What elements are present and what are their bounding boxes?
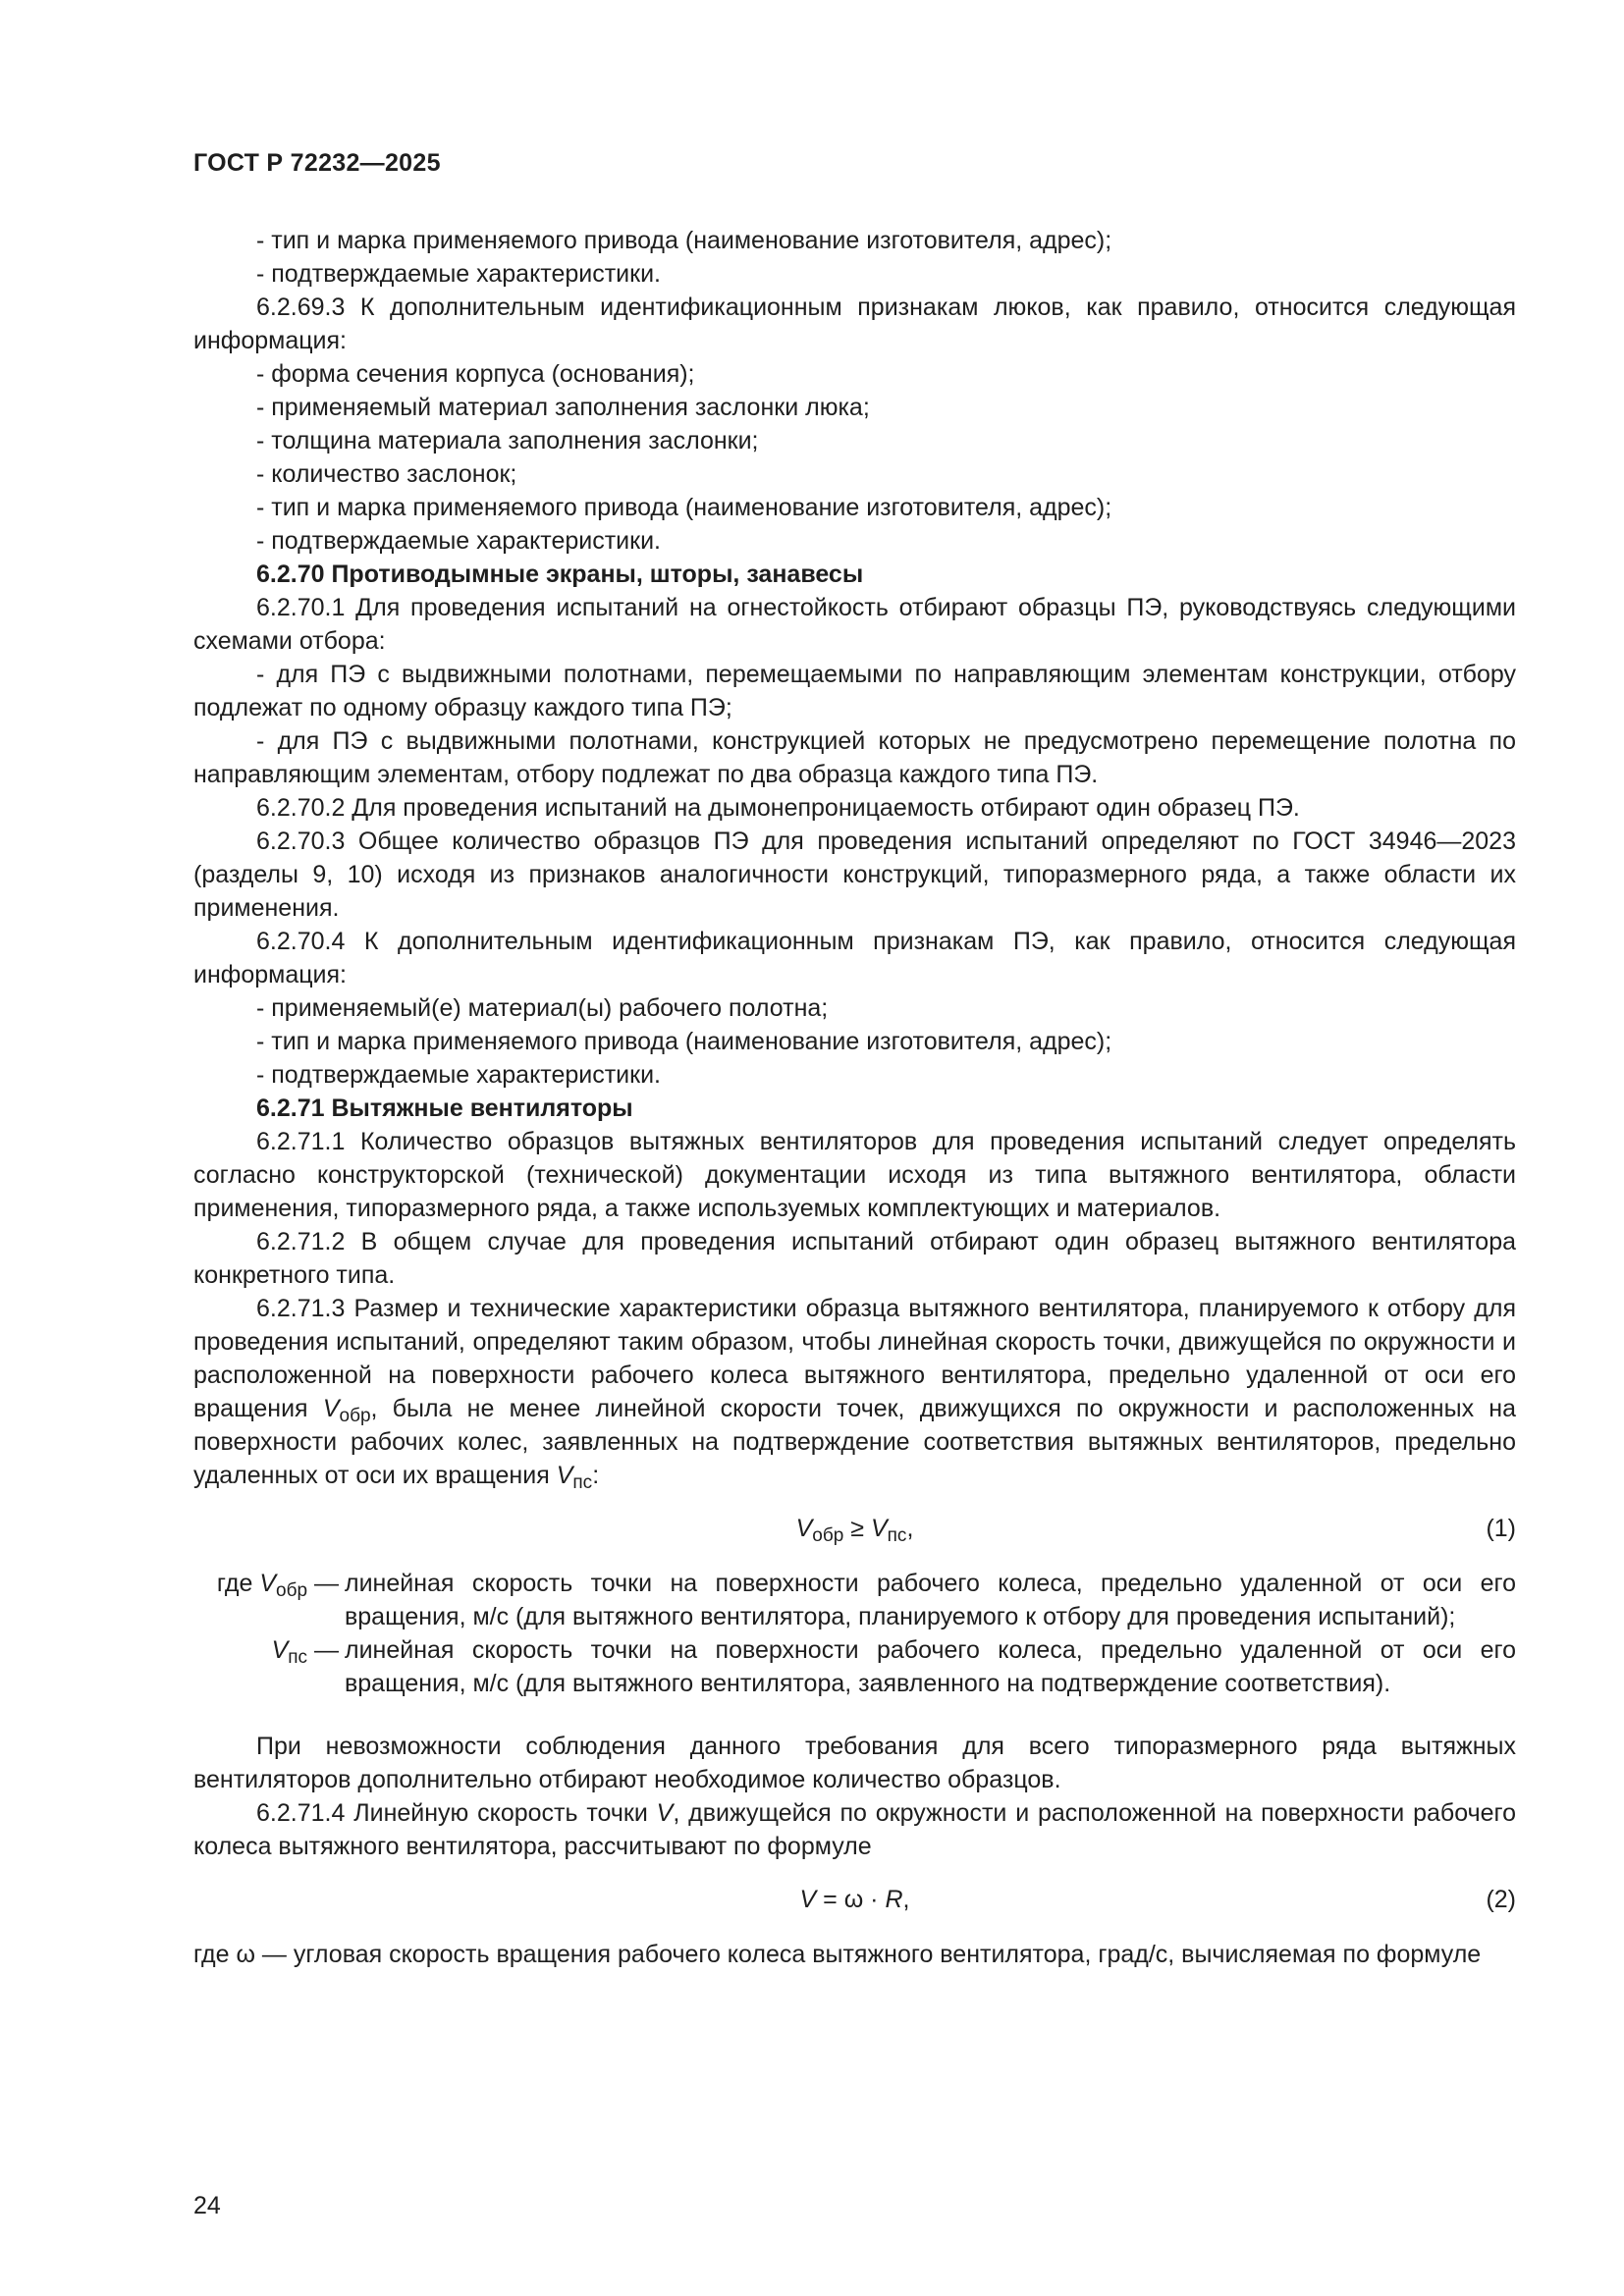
symbol-v: V [799,1886,817,1913]
operator-geq: ≥ [843,1515,871,1542]
list-item: - применяемый(е) материал(ы) рабочего полотна; [256,994,829,1022]
comma: , [906,1515,914,1542]
formula-2-number: (2) [1486,1886,1516,1913]
formula-2 [193,1883,1516,1916]
paragraph [193,1796,1516,1863]
definitions-list [193,1567,1516,1700]
paragraph: 6.2.70.2 Для проведения испытаний на дымонепроницаемость отбирают один образец ПЭ. [256,794,1300,822]
symbol-v: V [795,1515,813,1542]
comma: , [902,1886,910,1913]
paragraph: 6.2.71.1 Количество образцов вытяжных вентиляторов для проведения испытаний следует определять согласно конструкторской (технической) документации исходя из типа вытяжного вентилятора, области применения, типоразмерного ряда, а также используемых комплектующих и материалов. [193,1128,1516,1222]
list-item: - тип и марка применяемого привода (наименование изготовителя, адрес); [256,1028,1112,1055]
list-item: - для ПЭ с выдвижными полотнами, перемещаемыми по направляющим элементам конструкции, отбору подлежат по одному образцу каждого типа ПЭ; [193,661,1516,721]
paragraph: 6.2.70.4 К дополнительным идентификационным признакам ПЭ, как правило, относится следующая информация: [193,928,1516,988]
paragraph: При невозможности соблюдения данного требования для всего типоразмерного ряда вытяжных вентиляторов дополнительно отбирают необходимое количество образцов. [193,1733,1516,1793]
dash: — [307,1570,339,1597]
list-item: - толщина материала заполнения заслонки; [256,427,759,454]
text-run: 6.2.71.3 Размер и технические характеристики образца вытяжного вентилятора, планируемого к отбору для проведения испытаний, определяют таким образом, чтобы линейная скорость точки, движущейся по окружности и расположенной на поверхности рабочего колеса вытяжного вентилятора, предельно удаленной от оси его вращения [193,1295,1516,1422]
paragraph: 6.2.69.3 К дополнительным идентификационным признакам люков, как правило, относится следующая информация: [193,294,1516,354]
list-item: - тип и марка применяемого привода (наименование изготовителя, адрес); [256,227,1112,254]
text-run: , движущейся по окружности и расположенной на поверхности рабочего колеса вытяжного вентилятора, рассчитывают по формуле [193,1799,1516,1860]
symbol-v: V [322,1395,340,1422]
definition-text: линейная скорость точки на поверхности рабочего колеса, предельно удаленной от оси его вращения, м/с (для вытяжного вентилятора, заявленного на подтверждение соответствия). [345,1636,1516,1697]
list-item: - применяемый материал заполнения заслонки люка; [256,394,870,421]
paragraph [193,1292,1516,1492]
subscript-obr: обр [276,1580,308,1601]
spacer [193,1700,1516,1730]
symbol-omega: ω [236,1941,255,1968]
document-header: ГОСТ Р 72232—2025 [193,149,441,177]
subscript-ps: пс [288,1647,308,1668]
subscript-obr: обр [339,1406,371,1426]
paragraph: 6.2.70.1 Для проведения испытаний на огнестойкость отбирают образцы ПЭ, руководствуясь следующими схемами отбора: [193,594,1516,655]
symbol-v: V [870,1515,888,1542]
page-number: 24 [193,2192,221,2219]
formula-2-expression [193,1883,1516,1916]
subscript-ps: пс [572,1472,593,1493]
symbol-r: R [885,1886,903,1913]
list-item: - подтверждаемые характеристики. [256,1061,661,1089]
definition-term [193,1633,339,1667]
document-body [193,224,1516,1971]
symbol-v: V [271,1636,289,1664]
list-item: - тип и марка применяемого привода (наименование изготовителя, адрес); [256,494,1112,521]
list-item: - форма сечения корпуса (основания); [256,360,695,388]
definition-term [193,1567,339,1600]
list-item: - количество заслонок; [256,460,517,488]
formula-1-number: (1) [1486,1515,1516,1542]
paragraph [193,1938,1516,1971]
definition-row-v-obr [193,1567,1516,1633]
text-run: 6.2.71.4 Линейную скорость точки [256,1799,657,1827]
subscript-ps: пс [887,1525,907,1546]
list-item: - подтверждаемые характеристики. [256,527,661,555]
formula-1-expression [193,1512,1516,1545]
text-run: — угловая скорость вращения рабочего колеса вытяжного вентилятора, град/с, вычисляемая по формуле [254,1941,1482,1968]
text-run: , была не менее линейной скорости точек, движущихся по окружности и расположенных на поверхности рабочих колес, заявленных на подтверждение соответствия вытяжных вентиляторов, предельно удаленных от оси их вращения [193,1395,1516,1489]
text-run: : [592,1462,600,1489]
formula-1 [193,1512,1516,1545]
section-heading-6-2-71: 6.2.71 Вытяжные вентиляторы [256,1095,633,1122]
section-heading-6-2-70: 6.2.70 Противодымные экраны, шторы, занавесы [256,561,864,588]
operator-eq: = [816,1886,844,1913]
symbol-v: V [556,1462,573,1489]
symbol-v: V [259,1570,277,1597]
list-item: - подтверждаемые характеристики. [256,260,661,288]
dash: — [307,1636,339,1664]
subscript-obr: обр [812,1525,844,1546]
symbol-v: V [656,1799,674,1827]
symbol-omega: ω [843,1886,864,1913]
paragraph: 6.2.71.2 В общем случае для проведения испытаний отбирают один образец вытяжного вентилятора конкретного типа. [193,1228,1516,1289]
definition-text: линейная скорость точки на поверхности рабочего колеса, предельно удаленной от оси его вращения, м/с (для вытяжного вентилятора, планируемого к отбору для проведения испытаний); [345,1570,1516,1630]
where-label: где [216,1570,260,1597]
list-item: - для ПЭ с выдвижными полотнами, конструкцией которых не предусмотрено перемещение полотна по направляющим элементам, отбору подлежат по два образца каждого типа ПЭ. [193,727,1516,788]
paragraph: 6.2.70.3 Общее количество образцов ПЭ для проведения испытаний определяют по ГОСТ 34946—2023 (разделы 9, 10) исходя из признаков аналогичности конструкций, типоразмерного ряда, а также области их применения. [193,828,1516,922]
definition-row-v-ps [193,1633,1516,1700]
text-run: где [193,1941,237,1968]
operator-dot: · [863,1886,886,1913]
